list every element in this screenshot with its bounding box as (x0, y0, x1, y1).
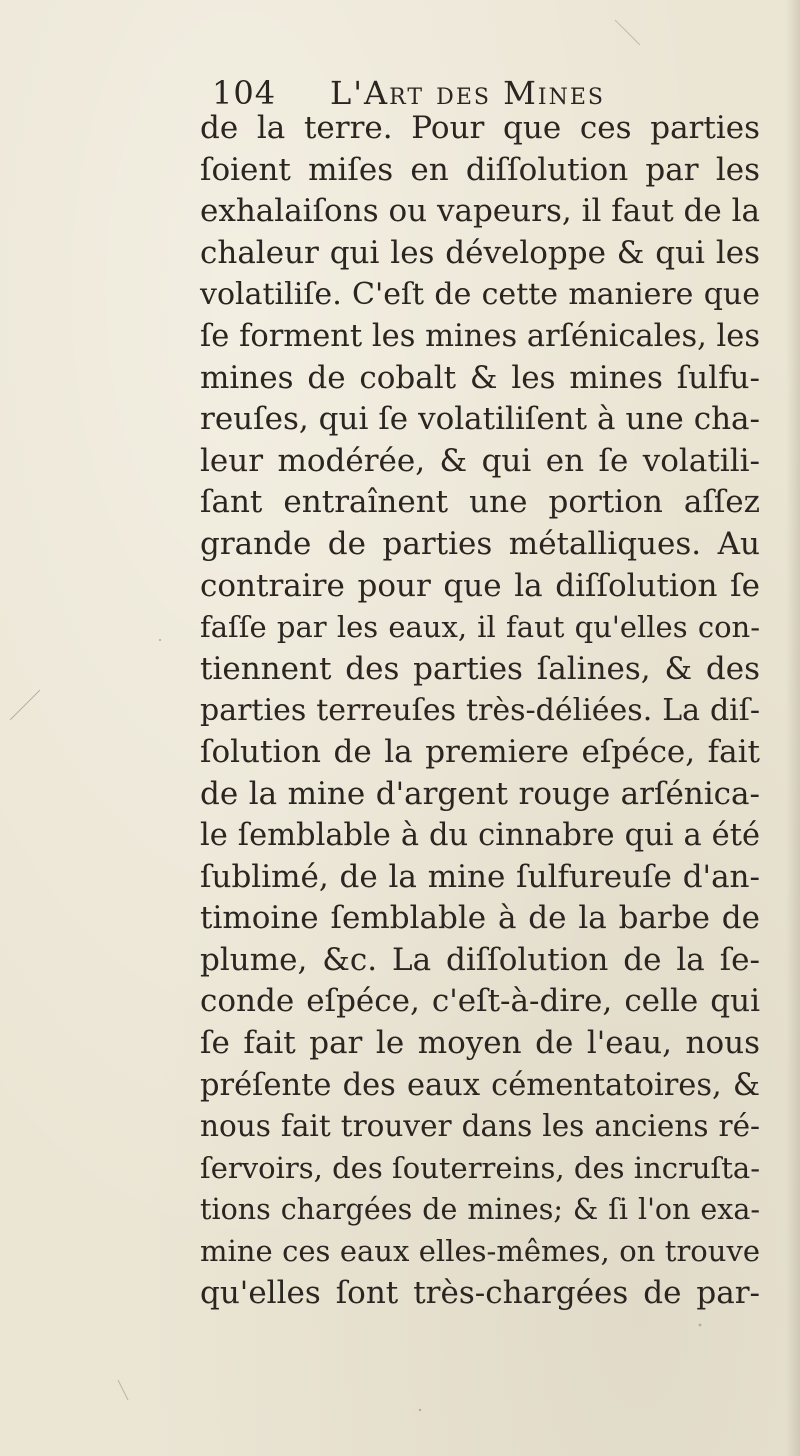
text-line: contraire pour que la diſſolution ſe (200, 567, 760, 604)
text-line: chaleur qui les développe & qui les (200, 234, 760, 271)
text-line: ſervoirs, des ſouterreins, des incruſta- (200, 1150, 760, 1185)
text-line: ſe fait par le moyen de l'eau, nous (200, 1025, 760, 1062)
paper-speck (699, 1324, 702, 1327)
text-line: timoine ſemblable à de la barbe de (200, 900, 760, 937)
text-line: ſant entraînent une portion aſſez (200, 484, 760, 521)
text-line: parties terreuſes très-déliées. La diſ- (200, 693, 760, 729)
text-line: reuſes, qui ſe volatiliſent à une cha- (200, 401, 760, 438)
text-line: nous fait trouver dans les anciens ré- (200, 1109, 760, 1144)
text-line: ſublimé, de la mine ſulfureuſe d'an- (200, 858, 760, 895)
text-line: le ſemblable à du cinnabre qui a été (200, 818, 760, 854)
paper-crease (118, 1380, 128, 1400)
text-line: conde eſpéce, c'eſt-à-dire, celle qui (200, 983, 760, 1020)
page-number: 104 (212, 74, 277, 112)
text-line: plume, &c. La diſſolution de la ſe- (200, 941, 760, 978)
paper-crease (615, 20, 640, 45)
text-line: mines de cobalt & les mines ſulfu- (200, 359, 760, 396)
text-line: ſolution de la premiere eſpéce, fait (200, 733, 760, 770)
text-line: ſoient miſes en diſſolution par les (200, 151, 760, 188)
page-edge-shadow (786, 0, 800, 1456)
text-line: qu'elles ſont très-chargées de par- (200, 1274, 760, 1311)
text-line: grande de parties métalliques. Au (200, 525, 760, 562)
running-title: L'Art des Mines (330, 74, 605, 112)
text-line: exhalaiſons ou vapeurs, il faut de la (200, 193, 760, 230)
text-line: de la mine d'argent rouge arſénica- (200, 775, 760, 812)
paper-speck (419, 1409, 421, 1411)
text-line: volatiliſe. C'eſt de cette maniere que (200, 277, 760, 313)
text-line: ſe forment les mines arſénicales, les (200, 318, 760, 354)
text-line: faſſe par les eaux, il faut qu'elles con- (200, 610, 760, 645)
text-line: leur modérée, & qui en ſe volatili- (200, 442, 760, 479)
body-text (200, 108, 760, 1314)
paper-crease (10, 690, 40, 720)
text-line: de la terre. Pour que ces parties (200, 110, 760, 146)
text-line: préſente des eaux cémentatoires, & (200, 1067, 760, 1103)
text-line: mine ces eaux elles-mêmes, on trouve (200, 1234, 760, 1269)
text-line: tions chargées de mines; & ſi l'on exa- (200, 1193, 760, 1227)
paper-speck (159, 639, 161, 641)
text-line: tiennent des parties ſalines, & des (200, 650, 760, 687)
